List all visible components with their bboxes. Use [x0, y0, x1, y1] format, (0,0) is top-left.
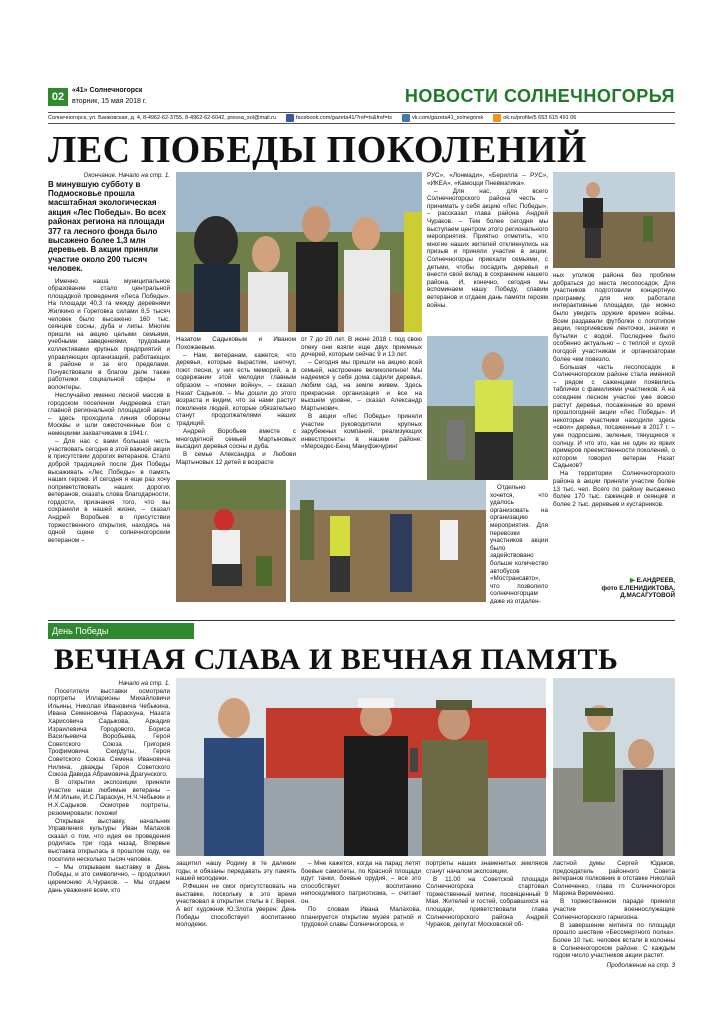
paragraph: Посетители выставки осмотрели портреты Илларионы Михайловичи Ильины, Николая Ивановича Чебыкина, Ивана Семеновича Параскуна, Назата Харисовича Садыкова, Аркадия Израилевича Городового, Бориса Васильевича Воробьева, Героя Советского Союза Григория Трофимовича Скирдуты, Героя Советского Союза Семена Ивановича Нилина, дважды Героя Советского Союза Давида Абрамовича Драгунского. — [48, 687, 170, 779]
ok-icon — [493, 114, 501, 122]
paragraph: В акции «Лес Победы» приняли участие руководители крупных зарубежных компаний, реализующих инвестпроекты в нашем районе: «Мерседес-Бенц Мануфэкчуринг — [301, 412, 422, 451]
page-number: 02 — [48, 88, 68, 106]
paper-name: «41» Солнечногорск — [72, 87, 143, 94]
photo-girl-veteran — [553, 678, 675, 856]
paragraph: Большая часть лесопосадок в Солнечногорском районе стала именной – рядом с саженцами появились таблички с фамилиями участников. А на соседнем лесном участке уже вовсю растут деревья, посаженные во время прошлогодней акции «Лес Победы». И некоторые участники находили здесь «свои» деревья, посаженные в 2017 г. – уже подросшие, зеленые, тянущиеся к солнцу. И что это, как не один из ярких примеров преемственности поколений, о котором говорил ветеран Назат Садыков? — [553, 363, 675, 470]
page-header — [48, 86, 675, 110]
paragraph: Открывая выставку, начальник Управления культуры Иван Малахов сказал о том, что идея ее проведения родилась три года назад. Впервые выставка открылась в прошлом году, ее посетили несколько тысяч человек. — [48, 817, 170, 863]
article1-col4b — [490, 484, 548, 604]
photo-volunteers-field — [290, 480, 486, 602]
paragraph: Назатом Садыковым и Иваном Похожаевым. — [176, 336, 296, 351]
paragraph: На территории Солнечногорского района в акции приняли участие более 13 тыс. чел. Всего по району высажено более 170 тыс. саженцев и сеянцев и более 2 тыс. деревьев и кустарников. — [553, 470, 675, 508]
vk-icon — [402, 114, 410, 122]
article1-col1 — [48, 172, 170, 616]
paragraph: ластной думы Сергей Юдаков, председатель районного Совета ветеранов полковник в отставке Николай Солнеченко, глава гп Солнечногорск Марина Веремеенко. — [553, 860, 675, 898]
issue-date: вторник, 15 мая 2018 г. — [72, 98, 147, 105]
article1-col5 — [553, 272, 675, 572]
facebook-link[interactable]: facebook.com/gazeta41/?ref=ts&fref=ts — [286, 113, 392, 123]
section-title: НОВОСТИ СОЛНЕЧНОГОРЬЯ — [404, 86, 675, 106]
vk-link[interactable]: vk.com/gazeta41_solnegorsk — [402, 113, 483, 123]
paragraph: Неслучайно именно лесной массив в городском поселении Андреевка стал главной региональной площадкой акции – здесь проходила линия обороны Москвы и шли ожесточенные бои с немецкими захватчиками в 1941 г. — [48, 392, 170, 438]
facebook-icon — [286, 114, 294, 122]
paragraph: от 7 до 20 лет. В июне 2018 г. под свою опеку они взяли еще двух приемных дочерей, которым сейчас 9 и 13 лет. — [301, 336, 422, 359]
paragraph: – Для нас, для всего Солнечногорского района честь – принимать у себя акцию «Лес Победы», – рассказал глава района Андрей Чураков. – Тем более сегодня мы выступаем центром этого регионального мероприятия. Приятно отметить, что многие наших жителей откликнулись на призыв и приняли участие в акции. Солнечногорцы приехали семьями, с детьми, чтобы посадить деревья и внести свой вклад в сохранение нашего района. И, конечно, сегодня мы вспоминаем нашу Победу, славим ветеранов и отдаем дань памяти героям войны. — [427, 187, 548, 309]
paragraph: В торжественном параде приняли участие военнослужащие Солнечногорского гарнизона. — [553, 898, 675, 921]
photo-boy-planting — [176, 480, 286, 602]
paragraph: – Мы открываем выставку в День Победы, и это символично, – продолжил церемонию А.Чураков. – Мы отдаем дань уважения всем, кто — [48, 863, 170, 894]
article2-col3 — [301, 860, 421, 1002]
triangle-icon: ▶ — [629, 577, 635, 584]
paragraph: – Нам, ветеранам, кажется, что деревья, которые вырастим, шепчут, поют песни, у них есть меморий, а в содержании этой мелодии главным образом – «помни войну», – сказал Назат Садыков. – Мы дошли до этого возраста и видим, что за нами растут поколения людей, которые обязательно станут продолжателями наших традиций. — [176, 351, 296, 428]
paragraph: ных уголков района без проблем добраться до места лесопосадок. Для участников подготовили концертную программу, для них работали интерактивные площадки, где можно было увидеть оружие времен войны. Всем раздавали футболки с логотипом акции, георгиевские ленточки, значки и бутылки с водой. Последнее было особенно актуально – с теплой и сухой погодой участникам и организаторам более чем повезло. — [553, 272, 675, 363]
address: Солнечногорск, ул. Банковская, д. 4, 8-4962-62-3755, 8-4962-62-6042, pressa_sol@mail.ru — [48, 115, 277, 121]
photo-officials-group — [176, 172, 422, 332]
article2-col4 — [426, 860, 548, 1002]
contacts-strip — [48, 112, 675, 124]
article1-byline: ▶ Е.АНДРЕЕВ, фото Е.ЛЕНИДИКТОВА, Д.МАСАГУТОВОЙ — [601, 577, 675, 600]
paragraph: – Для нас с вами большая честь участвовать сегодня в этой важной акции в присутствии дорогих ветеранов. Стало доброй традицией после Дня Победы высаживать «Лес Победы» в память наших героев. И сегодня я еще раз хочу поприветствовать наших дорогих ветеранов, сказать слова благодарности, гордости, признания того, что вы сохранили в нашей жизни, – сказал Андрей Воробьев в присутствии торжественного открытия, находясь на одной сцене с солнечногорским ветераном – — [48, 438, 170, 544]
photo-officials-veterans — [176, 678, 546, 856]
continued-to: Продолжение на стр. 3 — [606, 961, 675, 969]
article2-col2 — [176, 860, 296, 1002]
article2-col1 — [48, 680, 170, 1002]
photo-man-planting — [553, 172, 675, 268]
paragraph: В открытии экспозиции приняли участие наши любимые ветераны – И.М.Ильин, И.С.Параскун, Н.Ч.Чебыкин и Н.Х.Садыков. Осмотрев портреты, резюмировали: похожи! — [48, 779, 170, 817]
ok-link[interactable]: ok.ru/profile/5 653 615 491 06 — [493, 113, 576, 123]
paragraph: В семье Александра и Любови Мартыновых 12 детей в возрасте — [176, 451, 296, 466]
continued-from: Начало на стр. 1. — [118, 680, 170, 687]
paragraph: защитил нашу Родину в те далекие годы, и обязаны передавать эту память нашей молодежи. — [176, 860, 296, 883]
paragraph: Именно наша муниципальное образование стало центральной площадкой проведения «Леса Победы». На площади 40,3 га между деревнями Жилкино и Горетовка силами 8,5 тысяч человек было высажено 160 тыс. сеянцев сосны, дуба и липы. Многие пришли на акцию целыми семьями, учебными заведениями, трудовыми коллективами крупных предприятий и управляющих организаций, работающих в районе и за его пределами. Почувствовали в благом деле также работники социальной сферы и волонтеры. — [48, 277, 170, 391]
paragraph: Андрей Воробьев вместе с многодетной семьей Мартыновых высадил деревья сосны и дуба. — [176, 428, 296, 451]
photo-volunteer-vest — [427, 336, 548, 480]
article2-col5 — [553, 860, 675, 1002]
paragraph: Отдельно хочется, что удалось организовать на организацию мероприятия. Для перевозки участников акции было задействовано больше количество автобусов «Мострансавто», что позволило солнечногорцам даже из отдален- — [490, 484, 548, 604]
article1-lead: В минувшую субботу в Подмосковье прошла масштабная экологическая акция «Лес Победы». Во всех районах региона на площади 377 га лесного фонда было высажено более 1,3 млн деревьев. В акции приняли участие около 200 тысяч человек. — [48, 179, 166, 274]
paragraph: портреты наших знаменитых земляков станут началом экспозиции. — [426, 860, 548, 875]
continued-from: Окончание. Начало на стр. 1. — [83, 172, 170, 179]
paragraph: По словам Ивана Малахова, планируется открытие музея ратной и трудовой славы Солнечногорска, и — [301, 906, 421, 929]
paragraph: – Сегодня мы пришли на акцию всей семьей, настроение великолепное! Мы надеемся у себя дома садили деревья, любим сад, на земле живем. Здесь прекрасная организация и все на высшем уровне, – сказал Александр Мартынович. — [301, 359, 422, 412]
article1-col4 — [427, 172, 548, 332]
article1-headline: ЛЕС ПОБЕДЫ ПОКОЛЕНИЙ — [48, 129, 587, 171]
article2-headline: ВЕЧНАЯ СЛАВА И ВЕЧНАЯ ПАМЯТЬ — [54, 643, 619, 676]
paragraph: Р.Фешен не смог присутствовать на выставке, поскольку в это время участвовал в открытии стелы в г. Верея. А вот художник Ю.Злота уверен: День Победы способствует воспитанию молодежи. — [176, 883, 296, 929]
section-tag: День Победы — [48, 623, 194, 639]
paragraph: В 11.00 на Советской площади Солнечногорска стартовал торжественный митинг, посвященный 9 Мая. Жителей и гостей, собравшихся на площади, приветствовали глава Солнечногорского района Андрей Чураков, депутат Московской об- — [426, 875, 548, 929]
article1-col3 — [301, 336, 422, 476]
paragraph: РУС», «Лонмади», «Берилла – РУС», «ИКЕА», «Камоцци Пневматика». — [427, 172, 548, 187]
paragraph: В завершение митинга по площади прошло шествие «Бессмертного полка». Более 10 тыс. человек встали в колонны в Солнечногорском районе. С каждым годом число участников акции растет. — [553, 921, 675, 960]
section-divider — [48, 620, 675, 639]
paragraph: – Мне кажется, когда на парад летят боевые самолеты, по Красной площади идут танки, боевые орудия, – все это способствует воспитанию непоседливого патриотизма, – считает он. — [301, 860, 421, 905]
